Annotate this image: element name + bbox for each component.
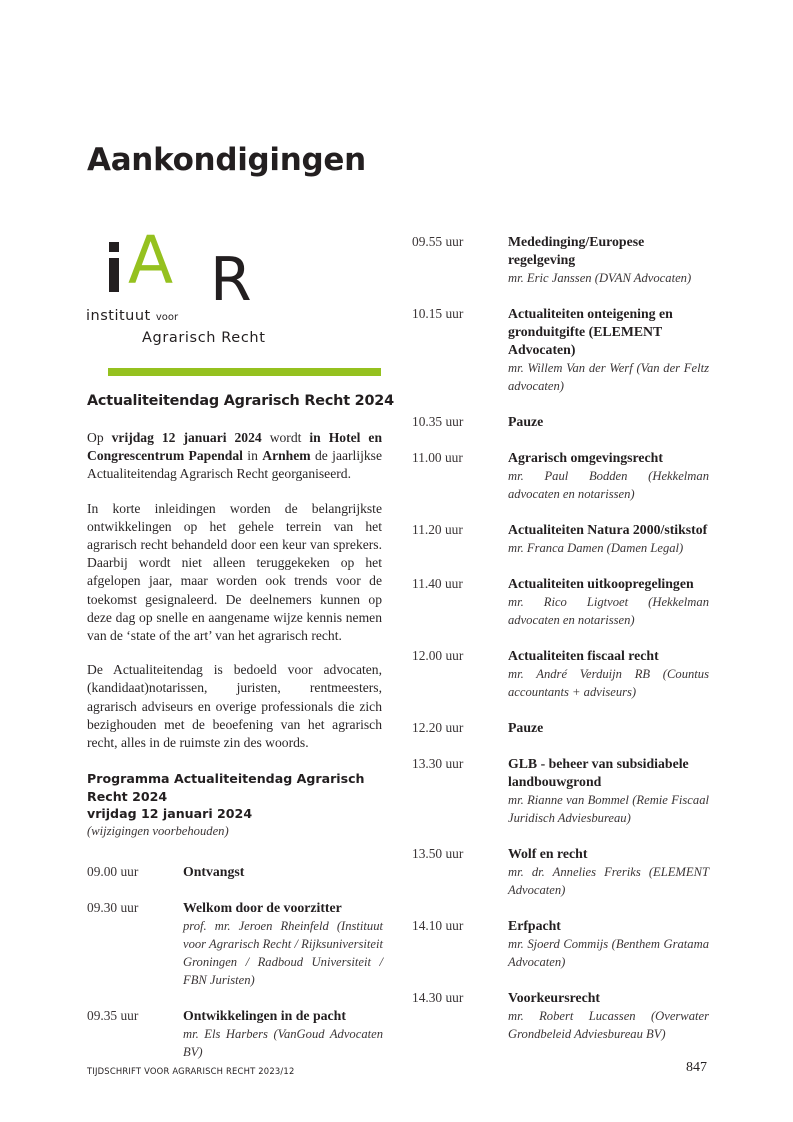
page-number: 847 xyxy=(686,1060,707,1075)
schedule-speaker: mr. Willem Van der Werf (Van der Feltz advocaten) xyxy=(508,361,709,393)
logo-voor: voor xyxy=(155,312,179,323)
schedule-title: Actualiteiten fiscaal recht xyxy=(508,648,659,663)
schedule-speaker: mr. Sjoerd Commijs (Benthem Gratama Advocaten) xyxy=(508,937,709,969)
schedule-time: 09.35 uur xyxy=(87,1008,139,1023)
schedule-title: Voorkeursrecht xyxy=(508,990,600,1005)
intro-text: de jaarlijkse Actualiteitendag Agrarisch Recht georganiseerd. xyxy=(87,448,382,482)
event-date: vrijdag 12 januari 2024 xyxy=(111,430,262,445)
intro-text: wordt xyxy=(261,430,310,445)
schedule-time: 09.30 uur xyxy=(87,900,139,915)
schedule-title: Pauze xyxy=(508,720,544,735)
schedule-time: 09.55 uur xyxy=(412,234,464,249)
schedule-time: 13.30 uur xyxy=(412,756,464,771)
schedule-item xyxy=(412,917,709,971)
schedule-time: 10.35 uur xyxy=(412,414,464,429)
page-title: Aankondigingen xyxy=(87,142,366,178)
schedule-time: 09.00 uur xyxy=(87,864,139,879)
schedule-speaker: mr. Els Harbers (VanGoud Advocaten BV) xyxy=(183,1027,383,1059)
schedule-time: 10.15 uur xyxy=(412,306,464,321)
schedule-speaker: prof. mr. Jeroen Rheinfeld (Instituut voor Agrarisch Recht / Rijksuniversiteit Groningen / Radboud Universiteit / FBN Juristen) xyxy=(183,919,383,987)
schedule-item xyxy=(412,305,709,395)
schedule-time: 12.20 uur xyxy=(412,720,464,735)
schedule-title: Welkom door de voorzitter xyxy=(183,900,342,915)
schedule-time: 11.00 uur xyxy=(412,450,463,465)
schedule-item xyxy=(87,899,383,989)
schedule-item xyxy=(412,989,709,1043)
schedule-item xyxy=(412,521,709,557)
schedule-title: GLB - beheer van subsidiabele landbouwgrond xyxy=(508,756,689,789)
schedule-speaker: mr. André Verduijn RB (Countus accountants + adviseurs) xyxy=(508,667,709,699)
program-heading-line1: Programma Actualiteitendag Agrarisch xyxy=(87,771,365,787)
intro-text: in xyxy=(242,448,263,464)
logo-instituut: instituut xyxy=(86,308,151,324)
event-city: Arnhem xyxy=(262,448,311,464)
description-paragraph: In korte inleidingen worden de belangrijkste ontwikkelingen op het gehele terrein van het agrarisch recht behandeld door een keur van sprekers. Daarbij wordt niet alleen teruggekeken op het afgelopen jaar, maar worden ook trends voor de toekomst gesignaleerd. De deelnemers kunnen op deze dag op snelle en aangename wijze kennis nemen van de ‘state of the art’ van het agrarisch recht. xyxy=(87,500,382,644)
schedule-item xyxy=(412,719,709,737)
program-note: (wijzigingen voorbehouden) xyxy=(87,823,229,838)
logo-i-dot xyxy=(109,242,119,252)
schedule-item xyxy=(412,449,709,503)
schedule-time: 13.50 uur xyxy=(412,846,464,861)
schedule-speaker: mr. Rico Ligtvoet (Hekkelman advocaten en notarissen) xyxy=(508,595,709,627)
schedule-title: Pauze xyxy=(508,414,544,429)
schedule-item xyxy=(412,575,709,629)
schedule-title: Ontvangst xyxy=(183,864,245,879)
program-heading-line2: Recht 2024 xyxy=(87,788,168,804)
schedule-speaker: mr. Eric Janssen (DVAN Advocaten) xyxy=(508,271,692,285)
schedule-left xyxy=(87,863,383,1079)
schedule-item xyxy=(412,413,709,431)
schedule-title: Erfpacht xyxy=(508,918,561,933)
event-venue: in Hotel en Congrescentrum Papendal xyxy=(87,430,383,464)
schedule-item xyxy=(412,845,709,899)
article-heading: Actualiteitendag Agrarisch Recht 2024 xyxy=(87,393,394,409)
schedule-item xyxy=(412,233,709,287)
intro-paragraph xyxy=(87,429,382,484)
schedule-title: Agrarisch omgevingsrecht xyxy=(508,450,663,465)
schedule-speaker: mr. Rianne van Bommel (Remie Fiscaal Juridisch Adviesbureau) xyxy=(508,793,709,825)
schedule-title: Ontwikkelingen in de pacht xyxy=(183,1008,346,1023)
schedule-item xyxy=(87,863,383,881)
logo-i-stem xyxy=(109,258,119,292)
iar-logo xyxy=(86,222,386,378)
schedule-speaker: mr. Paul Bodden (Hekkelman advocaten en notarissen) xyxy=(508,469,709,501)
schedule-right xyxy=(412,233,709,1061)
program-date: vrijdag 12 januari 2024 xyxy=(87,806,253,822)
schedule-speaker: mr. dr. Annelies Freriks (ELEMENT Advocaten) xyxy=(508,865,709,897)
logo-instituut-voor xyxy=(86,308,178,324)
schedule-speaker: mr. Robert Lucassen (Overwater Grondbeleid Adviesbureau BV) xyxy=(508,1009,709,1041)
accent-divider xyxy=(108,368,381,376)
audience-paragraph: De Actualiteitendag is bedoeld voor advocaten, (kandidaat)notarissen, juristen, rentmeesters, agrarisch adviseurs en overige professionals die zich bezighouden met de beoefening van het agrarisch recht, alles in de ruimste zin des woords. xyxy=(87,662,382,751)
schedule-speaker: mr. Franca Damen (Damen Legal) xyxy=(508,541,684,555)
schedule-title: Actualiteiten Natura 2000/stikstof xyxy=(508,522,708,537)
schedule-title: Wolf en recht xyxy=(508,846,588,861)
program-heading xyxy=(87,770,382,823)
schedule-time: 11.40 uur xyxy=(412,576,463,591)
intro-text: Op xyxy=(87,430,112,445)
schedule-time: 12.00 uur xyxy=(412,648,464,663)
logo-agrarisch-recht: Agrarisch Recht xyxy=(142,330,266,346)
logo-letter-a: A xyxy=(128,222,174,299)
schedule-time: 11.20 uur xyxy=(412,522,463,537)
schedule-title: Actualiteiten onteigening en gronduitgifte (ELEMENT Advocaten) xyxy=(508,306,673,357)
logo-letter-r: R xyxy=(210,245,252,315)
schedule-title: Actualiteiten uitkoopregelingen xyxy=(508,576,694,591)
schedule-item xyxy=(412,755,709,827)
schedule-item xyxy=(87,1007,383,1061)
footer-journal: TIJDSCHRIFT VOOR AGRARISCH RECHT 2023/12 xyxy=(87,1066,295,1076)
schedule-time: 14.30 uur xyxy=(412,990,464,1005)
schedule-title: Mededinging/Europese regelgeving xyxy=(508,234,645,267)
article-column xyxy=(87,393,394,840)
schedule-time: 14.10 uur xyxy=(412,918,464,933)
schedule-item xyxy=(412,647,709,701)
